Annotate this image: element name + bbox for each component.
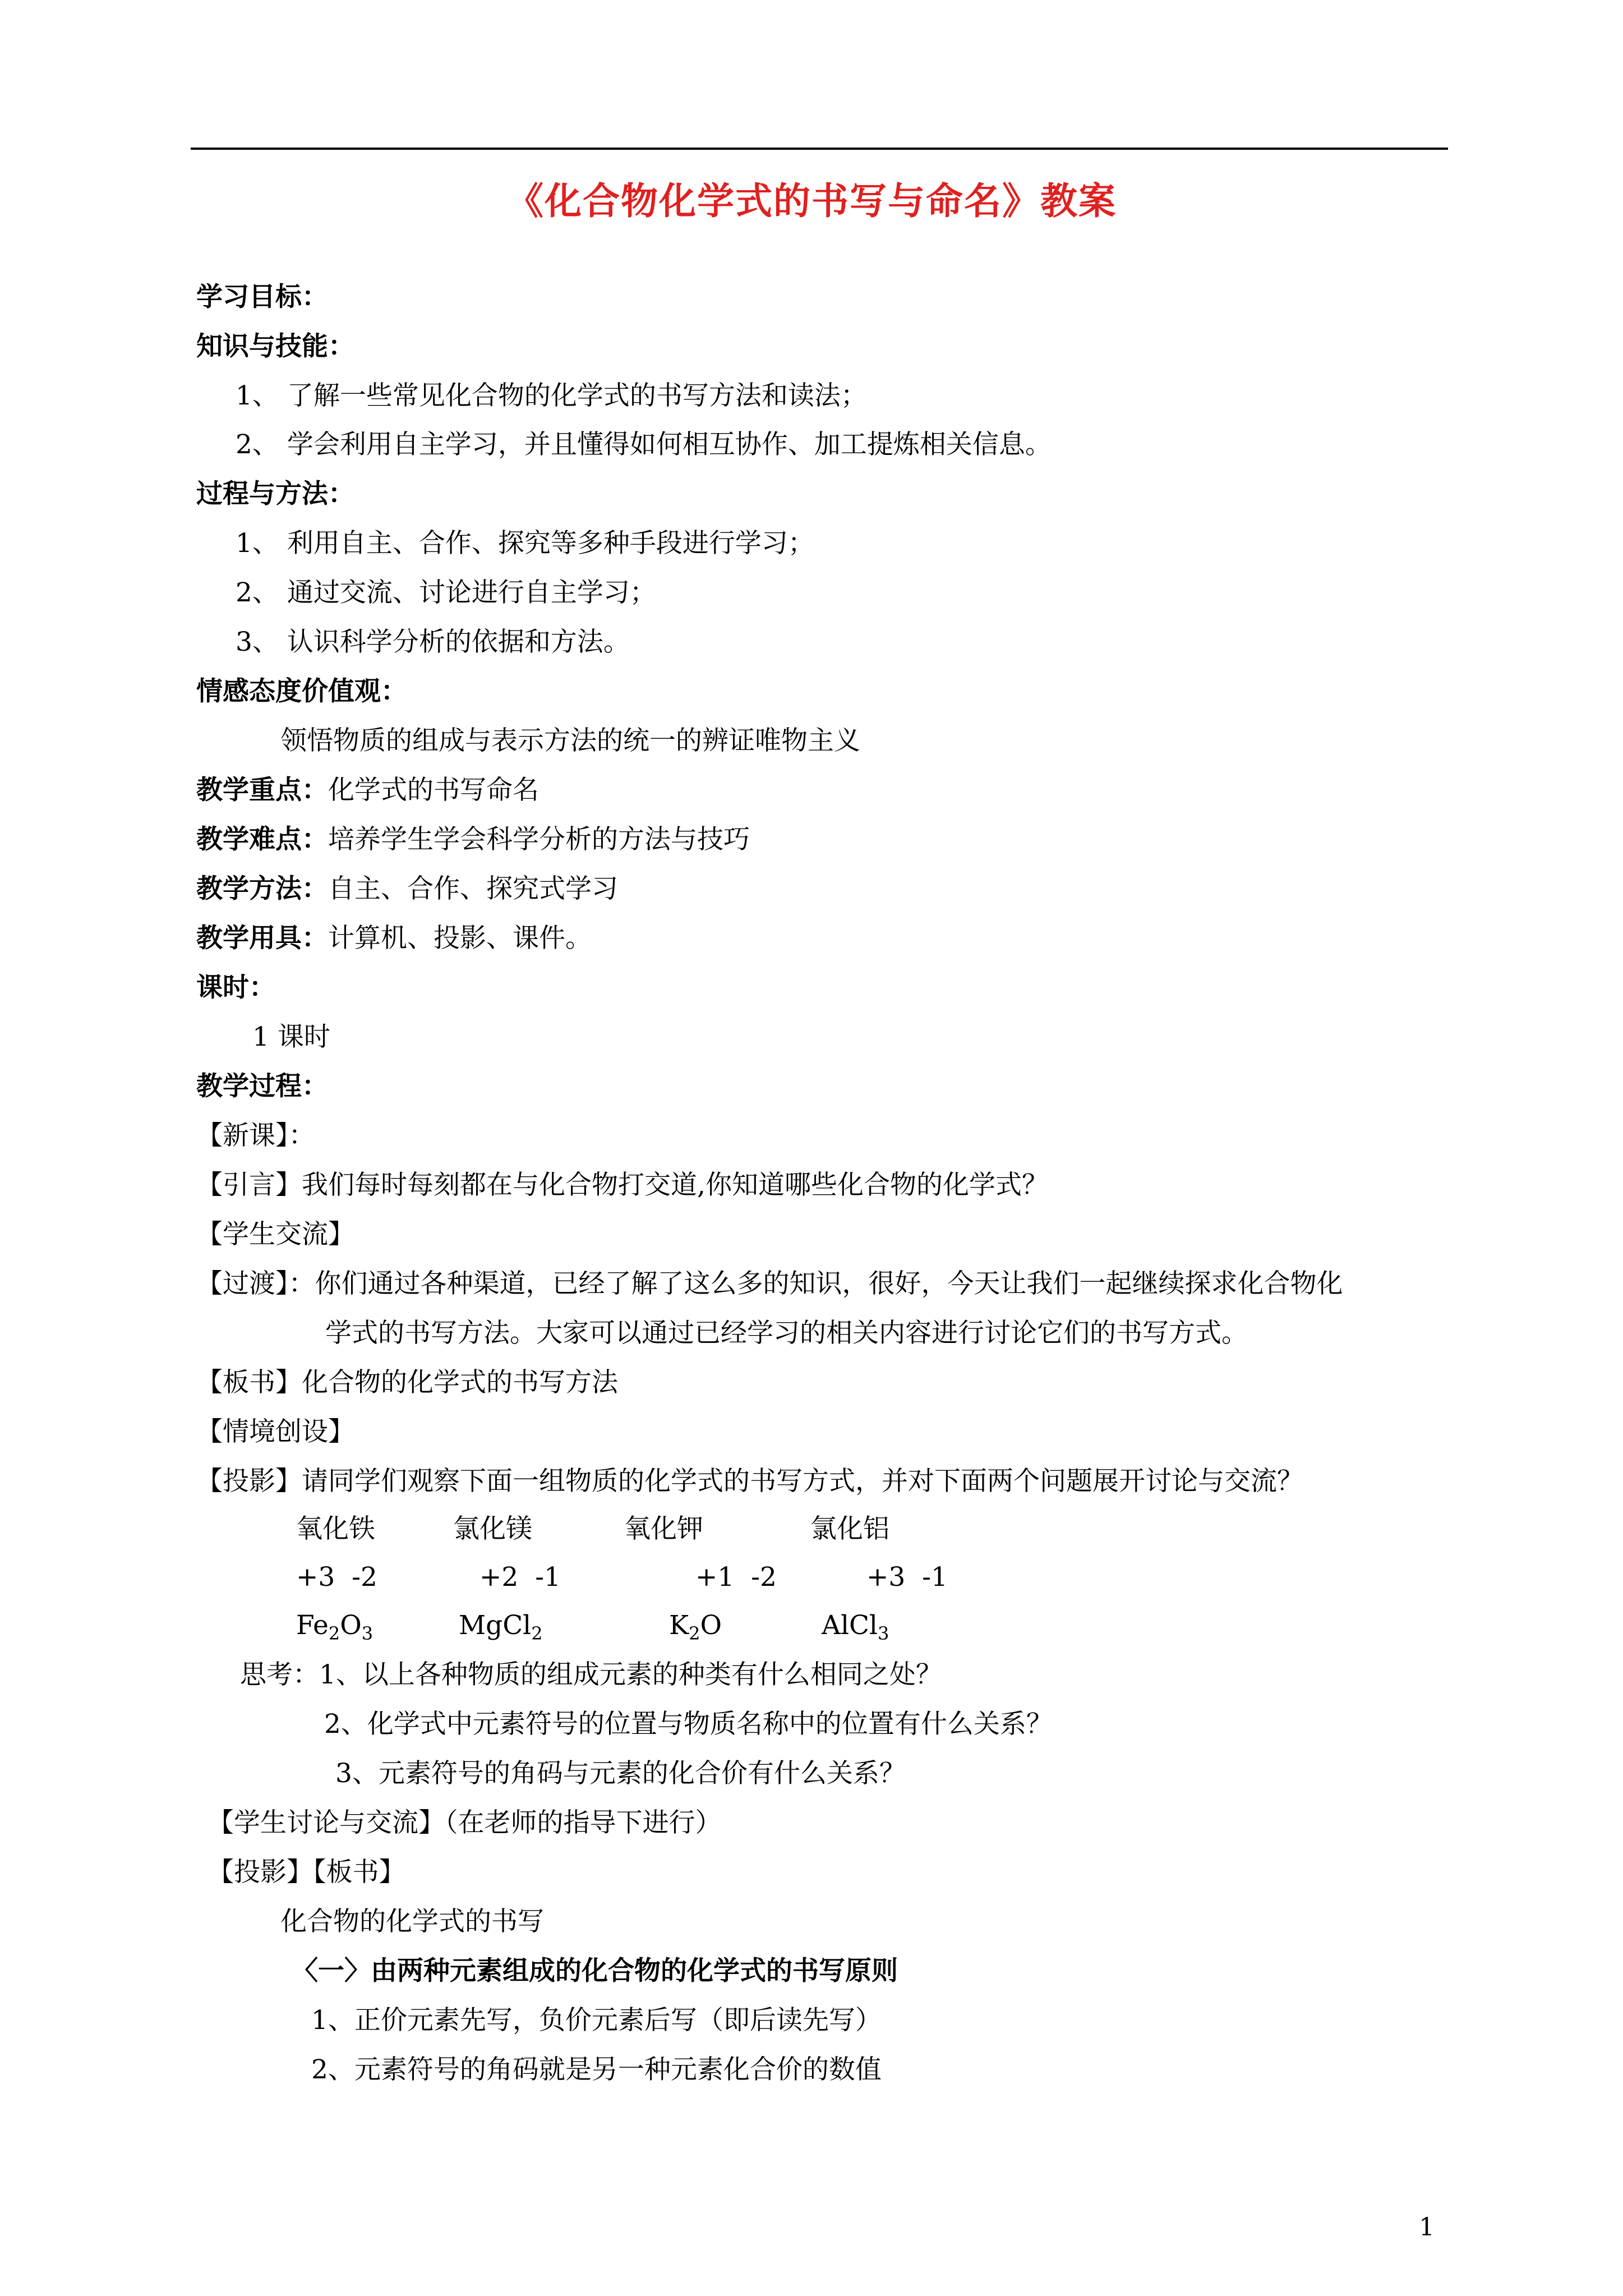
process-item-1: 1、 利用自主、合作、探究等多种手段进行学习； [236, 528, 814, 559]
transition [196, 1267, 1343, 1301]
procedure-heading: 教学过程： [196, 1071, 328, 1102]
transition-line-1: 你们通过各种渠道，已经了解了这么多的知识，很好，今天让我们一起继续探求化合物化 [315, 1268, 1343, 1299]
new-lesson: 【新课】： [196, 1120, 315, 1151]
projection-board: 【投影】【板书】 [208, 1857, 405, 1888]
method [196, 872, 618, 906]
writing-heading: 化合物的化学式的书写 [280, 1906, 544, 1937]
discussion-text: （在老师的指导下进行） [445, 1807, 722, 1838]
projection [196, 1465, 1303, 1498]
compound-formula-2: MgCl$_2$ [459, 1610, 543, 1644]
compound-name-1: 氧化铁 [296, 1513, 375, 1544]
transition-label: 【过渡】： [196, 1268, 315, 1299]
compound-name-4: 氯化铝 [810, 1513, 889, 1544]
compound-formula-4: AlCl$_3$ [822, 1610, 889, 1644]
discussion-label: 【学生讨论与交流】 [208, 1807, 445, 1838]
key-point [196, 774, 539, 807]
knowledge-item-1: 1、 了解一些常见化合物的化学式的书写方法和读法； [236, 380, 867, 411]
student-exchange: 【学生交流】 [196, 1219, 354, 1250]
compound-valence-3: +1 -2 [695, 1562, 777, 1593]
hours-label: 课时： [196, 972, 275, 1003]
intro-text: 我们每时每刻都在与化合物打交道,你知道哪些化合物的化学式？ [302, 1170, 1048, 1200]
process-item-3: 3、 认识科学分析的依据和方法。 [236, 627, 630, 657]
board-1 [196, 1366, 618, 1400]
tools [196, 922, 592, 955]
compound-valence-1: +3 -2 [296, 1562, 377, 1593]
attitude-heading: 情感态度价值观： [196, 676, 407, 707]
attitude-text: 领悟物质的组成与表示方法的统一的辨证唯物主义 [280, 725, 860, 756]
compound-valence-2: +2 -1 [479, 1562, 561, 1593]
discussion [208, 1806, 722, 1840]
page-number: 1 [1419, 2213, 1435, 2242]
intro-label: 【引言】 [196, 1170, 302, 1200]
hours-value: 1 课时 [252, 1022, 330, 1052]
board-1-text: 化合物的化学式的书写方法 [302, 1367, 618, 1398]
header-rule [191, 148, 1448, 150]
compound-formula-3: $K_2O$ [669, 1610, 722, 1644]
scenario: 【情境创设】 [196, 1416, 354, 1447]
difficulty-value: 培养学生学会科学分析的方法与技巧 [328, 824, 750, 855]
projection-text: 请同学们观察下面一组物质的化学式的书写方式，并对下面两个问题展开讨论与交流？ [302, 1466, 1303, 1497]
knowledge-item-2: 2、 学会利用自主学习，并且懂得如何相互协作、加工提炼相关信息。 [236, 429, 1052, 460]
knowledge-heading: 知识与技能： [196, 331, 354, 362]
tools-value: 计算机、投影、课件。 [328, 923, 592, 954]
compound-valence-4: +3 -1 [866, 1562, 948, 1593]
method-value: 自主、合作、探究式学习 [328, 873, 618, 904]
goals-heading: 学习目标： [196, 282, 328, 312]
compound-formula-1: $Fe_2O_3$ [296, 1610, 374, 1644]
compound-name-2: 氯化镁 [453, 1513, 532, 1544]
thinking-q2: 2、化学式中元素符号的位置与物质名称中的位置有什么关系？ [324, 1709, 1053, 1740]
thinking-q1: 思考：1、以上各种物质的组成元素的种类有什么相同之处？ [240, 1659, 942, 1690]
document-title: 《化合物化学式的书写与命名》教案 [506, 179, 1117, 223]
difficulty [196, 823, 750, 857]
principle-1: 1、正价元素先写，负价元素后写（即后读先写） [311, 2005, 882, 2036]
transition-line-2: 学式的书写方法。大家可以通过已经学习的相关内容进行讨论它们的书写方式。 [325, 1318, 1248, 1349]
intro [196, 1168, 1048, 1202]
key-point-value: 化学式的书写命名 [328, 775, 539, 806]
process-item-2: 2、 通过交流、讨论进行自主学习； [236, 577, 656, 608]
method-label: 教学方法： [196, 873, 328, 904]
key-point-label: 教学重点： [196, 775, 328, 806]
principle-heading: 〈一〉由两种元素组成的化合物的化学式的书写原则 [292, 1955, 898, 1986]
tools-label: 教学用具： [196, 923, 328, 954]
board-1-label: 【板书】 [196, 1367, 302, 1398]
thinking-q3: 3、元素符号的角码与元素的化合价有什么关系？ [335, 1758, 906, 1789]
principle-2: 2、元素符号的角码就是另一种元素化合价的数值 [311, 2054, 882, 2085]
compound-name-3: 氧化钾 [624, 1513, 703, 1544]
process-heading: 过程与方法： [196, 478, 354, 509]
difficulty-label: 教学难点： [196, 824, 328, 855]
projection-label: 【投影】 [196, 1466, 302, 1497]
